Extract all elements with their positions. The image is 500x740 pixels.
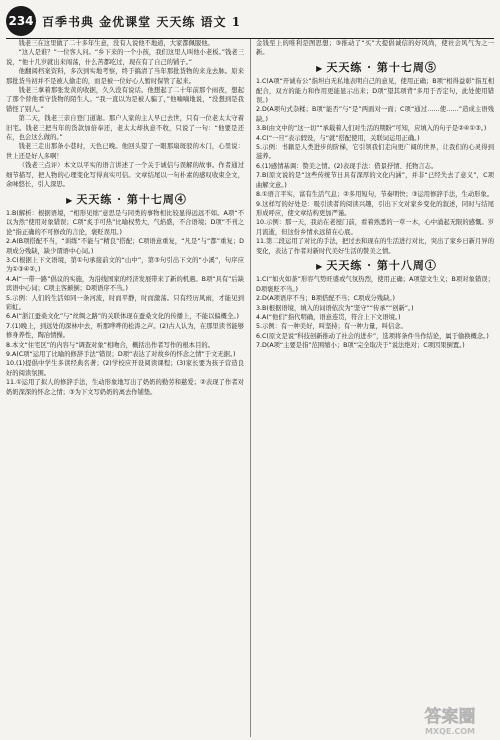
answer-item: 1.C(A项“开诚布公”指坦白无私地表明自己的意见，使用正确；B项“相得益彰”指互相配合，双方的能力和作用更能显示出来；D项“望其项背”多用于否定句，此处使用错误。): [256, 78, 494, 105]
intro-paragraph: “这人是谁？”一位客人问。“乡下来的一个小孩，我们这里人叫他小老板。”钱老三说，“他十几岁就出来闯荡，什么苦都吃过，现在有了自己的铺子。”: [6, 49, 244, 66]
section-badge: ①: [424, 258, 437, 272]
watermark-line-2: MXQE.COM: [424, 727, 476, 736]
answer-item: 2.D(A项语序不当；B项搭配不当；C项成分残缺。): [256, 295, 395, 303]
section-badge: ⑤: [424, 60, 437, 74]
answer-item: 9.这样写的好处是：吸引读者的阅读兴趣，引出下文对家乡变化的叙述，同时与结尾形成呼应，使文章结构更加严谨。: [256, 200, 494, 217]
section-heading: [256, 60, 494, 74]
answer-item: 3.B(由文中的“这一切”“承载着人们对生活的期盼”可知，应填入的句子是②④①③。): [256, 125, 487, 133]
answer-item: 9.A(C项“运用了比喻的修辞手法”错误；D项“表达了对故乡的怀念之情”于文无据。): [6, 351, 236, 358]
watermark-logo: [406, 700, 494, 738]
page-number: 234: [6, 6, 36, 36]
answer-item: 6.C(原文是说“科技创新推动了社会的进步”，选项将条件当作结论，属于偷换概念。): [256, 332, 489, 340]
answer-item: 11.①运用了拟人的修辞手法，生动形象地写出了奶奶的勤劳和慈爱；②表现了作者对奶奶深深的怀念之情；③为下文写奶奶的离去作铺垫。: [6, 379, 244, 396]
answer-item: 5.示例：有一种美好，叫坚持；有一种力量，叫信念。: [256, 323, 407, 331]
answer-item: 8.本文“住宅区”的内容与“调查对象”相吻合，概括出作者写作的根本目的。: [6, 341, 214, 349]
answer-item: 11.第二段运用了对比的手法，把过去和现在的生活进行对比，突出了家乡日新月异的变化，表达了作者对新时代美好生活的赞美之情。: [256, 238, 494, 255]
section-heading: [6, 192, 244, 206]
answer-item: 10.示例：那一天，我站在老屋门前，看着熟悉的一草一木，心中涌起无限的感慨。岁月流逝，但这份乡情永远留在心底。: [256, 219, 494, 236]
section-title: 天天练 · 第十七周: [326, 60, 425, 74]
answer-item: 2.D(A项句式杂糅；B项“能否”与“是”两面对一面；C项“通过……使……”造成主语残缺。): [256, 106, 494, 123]
triangle-icon: ▶: [316, 62, 324, 73]
story-paragraph: 钱老三拿着那张发黄的收据，久久没有说话。他想起了二十年前那个雨夜，想起了那个替他看守货物的陌生人。“我一直以为是被人骗了，”他喃喃地说，“没想到是我错怪了别人。”: [6, 87, 244, 113]
answer-item: 1.C(“如火如荼”形容气势旺盛或气氛热烈，使用正确；A项望文生义；B项对象错误；D项褒贬不当。): [256, 276, 494, 293]
answer-item: 7.B(原文说的是“这些传统节日具有深厚的文化内涵”，并非“已经失去了意义”，C项曲解文意。): [256, 172, 494, 189]
answer-item: 6.(1)感情基调：赞美之情。(2)表现手法：借景抒情、托物言志。: [256, 162, 438, 170]
section-title: 天天练 · 第十七周: [76, 192, 175, 206]
answer-item: 4.A(“一带一路”倡议的实施，为沿线国家的经济发展带来了新的机遇。B项“具有”后缺宾语中心词；C项主客颠倒；D项语序不当。): [6, 275, 244, 293]
answer-item: 5.示例：书籍是人类进步的阶梯，它引领我们走向更广阔的世界，让我们的心灵得到滋养。: [256, 144, 494, 161]
triangle-icon: ▶: [66, 194, 74, 205]
left-column: [6, 39, 244, 737]
answer-item: 4.C(“一旦”表示假设，与“就”搭配使用，关联词运用正确。): [256, 134, 420, 142]
story-paragraph: 他翻阅档案资料，多次到实地考察，终于搞清了当年那批货物的来龙去脉。原来那批货当初并不是被人偷走的，而是被一位好心人暂时保管了起来。: [6, 68, 244, 85]
answer-item: 7.(1)晚上，到远处的深林中去，听那哗哗的松涛之声。(2)古人认为，在那里读书能够修身养性，陶冶情操。: [6, 322, 244, 340]
page-header: [6, 4, 494, 39]
story-paragraph: 第二天，钱老三亲自登门道谢。那户人家的主人早已去世，只有一位老太太守着旧宅。钱老三把当年的货款加倍奉还，老太太却执意不收，只说了一句：“他要是还在，也会这么做的。”: [6, 115, 244, 142]
answer-item: 7.D(A项“主要是指”范围缩小；B项“完全取决于”说法绝对；C项因果倒置。): [256, 342, 465, 350]
answer-item: 2.A(B项搭配不当，“训练”不能与“精良”搭配；C项语意重复，“凡是”与“都”重复；D项成分残缺，缺少谓语中心词。): [6, 238, 244, 255]
answer-item: 10.(1)提倡中学生多读经典名著；(2)学校应开设阅读课程；(3)家长要为孩子营造良好的阅读氛围。: [6, 360, 244, 377]
answer-item: 1.B(解析：根据语境，“相形见绌”意思是与同类的事物相比较显得远远不如。A项“不以为然”使用对象错误；C项“炙手可热”比喻权势大，气焰盛，不合语境；D项“不刊之论”指正确的不可修改的言论，褒贬误用。): [6, 209, 244, 236]
answer-item: 8.①语言平实，富有生活气息；②多用短句，节奏明快；③运用修辞手法，生动形象。: [256, 191, 494, 199]
two-column-body: [6, 39, 494, 737]
story-paragraph: 钱老三走出那条小巷时，天色已晚。他回头望了一眼那扇斑驳的木门，心里说：世上还是好人多啊！: [6, 143, 244, 160]
watermark-line-1: 答案圈: [424, 707, 476, 727]
answer-item: 3.B(根据语境，填入的词语依次为“坚守”“传承”“创新”。): [256, 304, 414, 312]
answer-item: 3.C(根据上下文语境，第①句承接前文的“山中”，第③句引出下文的“小溪”，句序应为①③④②。): [6, 256, 244, 274]
book-title: 百季书典 金优课堂 天天练 语文 1: [42, 14, 242, 29]
section-badge: ④: [174, 192, 187, 206]
section-title: 天天练 · 第十八周: [326, 258, 425, 272]
answer-item: 4.A(“他们”指代明确，语意连贯，符合上下文语境。): [256, 313, 401, 321]
intro-paragraph: 钱老三在这里做了二十多年生意，没有人说他不地道，大家都佩服他。: [18, 40, 214, 47]
commentary-paragraph: （钱老三点评）本文以平实的语言讲述了一个关于诚信与误解的故事。作者通过细节描写，把人物的心理变化写得真实可信。文章结尾以一句朴素的感叹收束全文，余味悠长，引人深思。: [6, 162, 244, 189]
continued-paragraph: 金钱至上的唯利是图思想；③推动了“买”大提倡诚信的好风尚，使社会风气为之一新。: [256, 40, 494, 57]
section-heading: [256, 258, 494, 272]
triangle-icon: ▶: [316, 260, 324, 271]
right-column: [250, 39, 494, 737]
answer-item: 5.示例：人们的生活如同一条河流，时而平静，时而激荡。只有经历风雨，才能见到彩虹。: [6, 294, 244, 311]
answer-item: 6.A(“浙江蚕桑文化”与“丝绸之路”的关联体现在蚕桑文化的传播上，不能以偏概全。): [6, 313, 239, 321]
